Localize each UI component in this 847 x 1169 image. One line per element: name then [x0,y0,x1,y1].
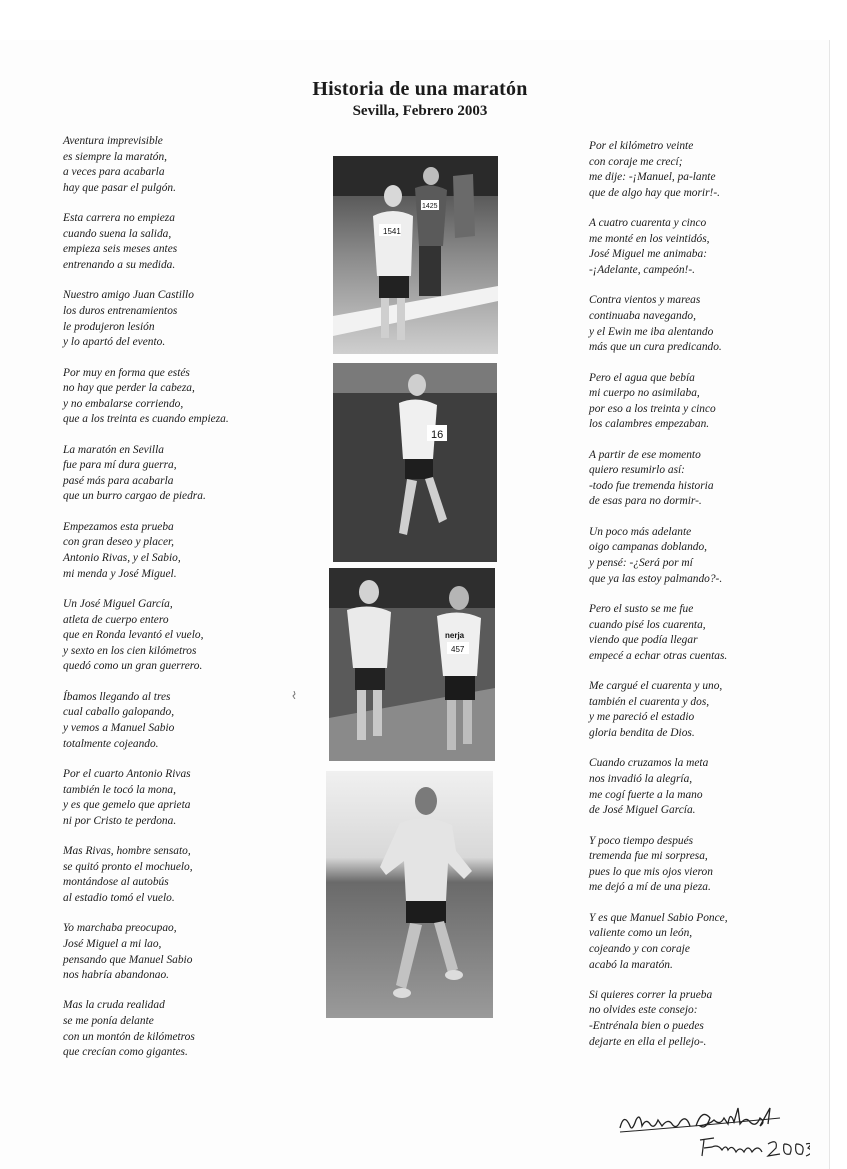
poem-stanza [63,520,313,582]
photo-2-bib: 16 [431,429,444,441]
poem-line: La maratón en Sevilla [63,443,164,456]
poem-line: y no embalarse corriendo, [63,397,184,410]
poem-line: Por el cuarto Antonio Rivas [63,767,191,780]
poem-line: Por muy en forma que estés [63,366,190,379]
poem-stanza [589,448,829,510]
poem-line: y me pareció el estadio [589,711,695,724]
poem-line: y es que gemelo que aprieta [63,799,191,812]
photo-3-shirt-text: nerja [445,631,465,640]
poem-line: y lo apartó del evento. [63,336,166,349]
poem-line: Si quieres correr la prueba [589,988,713,1001]
poem-line: me dije: -¡Manuel, pa-lante [589,171,716,184]
poem-line: quedó como un gran guerrero. [63,660,203,673]
poem-line: me monté en los veintidós, [589,232,710,245]
poem-line: también le tocó la mona, [63,783,176,796]
photo-runner-road-image [326,771,493,1018]
poem-stanza [63,998,313,1060]
poem-line: Cuando cruzamos la meta [589,757,709,770]
poem-line: Íbamos llegando al tres [63,690,171,703]
poem-line: Pero el agua que bebía [589,371,695,384]
handwritten-signature [610,1100,810,1160]
signature-image [610,1100,810,1160]
poem-line: con coraje me crecí; [589,155,683,168]
poem-line: y sexto en los cien kilómetros [63,644,197,657]
poem-line: al estadio tomó el vuelo. [63,891,175,904]
poem-line: que ya las estoy palmando?-. [589,572,723,585]
poem-line: mi cuerpo no asimilaba, [589,387,700,400]
poem-line: viendo que podía llegar [589,634,698,647]
document-subtitle: Sevilla, Febrero 2003 [352,103,488,119]
poem-line: cuando pisé los cuarenta, [589,618,706,631]
poem-stanza [63,288,313,350]
poem-line: nos invadió la alegría, [589,772,693,785]
poem-stanza [589,216,829,278]
poem-stanza [63,443,313,505]
poem-line: Esta carrera no empieza [63,212,175,225]
poem-line: entrenando a su medida. [63,258,176,271]
photo-runners-street [333,156,498,354]
photo-runners-street-image [333,156,498,354]
photo-two-runners-image [329,568,495,761]
poem-stanza [63,844,313,906]
poem-line: se me ponía delante [63,1015,154,1028]
poem-right-column [589,139,829,1065]
poem-line: Pero el susto se me fue [589,603,694,616]
photo-runner-road [326,771,493,1018]
poem-line: Mas la cruda realidad [63,999,165,1012]
poem-stanza [589,371,829,433]
poem-stanza [63,366,313,428]
poem-stanza [589,525,829,587]
poem-line: oigo campanas doblando, [589,541,708,554]
poem-stanza [589,679,829,741]
poem-line: atleta de cuerpo entero [63,613,169,626]
poem-line: mi menda y José Miguel. [63,567,177,580]
poem-line: José Miguel me animaba: [589,248,707,261]
photo-3-bib: 457 [451,645,465,654]
poem-line: más que un cura predicando. [589,341,722,354]
poem-line: empieza seis meses antes [63,243,178,256]
poem-line: de José Miguel García. [589,804,696,817]
poem-line: pensando que Manuel Sabio [63,953,193,966]
poem-stanza [589,834,829,896]
poem-stanza [63,921,313,983]
photo-two-runners [329,568,495,761]
photo-1-bib-2: 1425 [422,203,438,210]
poem-line: Y poco tiempo después [589,834,694,847]
poem-line: totalmente cojeando. [63,737,159,750]
poem-line: Empezamos esta prueba [63,520,174,533]
poem-line: también el cuarenta y dos, [589,695,710,708]
poem-line: pasé más para acabarla [63,474,174,487]
poem-stanza [589,911,829,973]
poem-stanza [589,293,829,355]
poem-line: Nuestro amigo Juan Castillo [63,289,194,302]
poem-line: no olvides este consejo: [589,1004,698,1017]
poem-line: de esas para no dormir-. [589,495,702,508]
poem-line: a veces para acabarla [63,166,165,179]
poem-line: le produjeron lesión [63,320,155,333]
poem-line: nos habría abandonao. [63,969,170,982]
poem-stanza [589,602,829,664]
poem-stanza [589,988,829,1050]
poem-line: Por el kilómetro veinte [589,140,694,152]
poem-stanza [63,690,313,752]
photo-runner-track [333,363,497,562]
poem-line: que a los treinta es cuando empieza. [63,413,229,426]
poem-stanza [63,134,313,196]
poem-line: pues lo que mis ojos vieron [589,865,713,878]
poem-line: tremenda fue mi sorpresa, [589,850,708,863]
poem-line: es siempre la maratón, [63,150,167,163]
poem-line: Contra vientos y mareas [589,294,701,307]
poem-line: -¡Adelante, campeón!-. [589,263,695,276]
poem-line: gloria bendita de Dios. [589,726,695,739]
poem-line: con gran deseo y placer, [63,536,175,549]
poem-line: quiero resumirlo así: [589,464,685,477]
poem-line: José Miguel a mi lao, [63,937,162,950]
poem-line: los calambres empezaban. [589,418,710,431]
poem-line: los duros entrenamientos [63,304,178,317]
poem-stanza [63,767,313,829]
poem-line: se quitó pronto el mochuelo, [63,860,193,873]
poem-line: me dejó a mí de una pieza. [589,881,711,894]
poem-line: cojeando y con coraje [589,942,690,955]
poem-line: dejarte en ella el pellejo-. [589,1035,707,1048]
poem-stanza [63,211,313,273]
poem-line: que crecían como gigantes. [63,1046,188,1059]
poem-line: -todo fue tremenda historia [589,479,714,492]
poem-line: con un montón de kilómetros [63,1030,195,1043]
poem-line: Antonio Rivas, y el Sabio, [63,552,181,565]
poem-line: A cuatro cuarenta y cinco [589,217,707,230]
poem-line: montándose al autobús [63,876,169,889]
document-title: Historia de una maratón [312,78,528,100]
poem-left-column [63,134,313,1076]
photo-1-bib-1: 1541 [383,227,401,236]
poem-line: Me cargué el cuarenta y uno, [589,680,723,693]
poem-stanza [63,597,313,675]
poem-line: ni por Cristo te perdona. [63,814,177,827]
poem-line: cual caballo galopando, [63,706,175,719]
poem-line: Mas Rivas, hombre sensato, [63,845,191,858]
poem-line: no hay que perder la cabeza, [63,382,195,395]
poem-line: que en Ronda levantó el vuelo, [63,629,204,642]
poem-line: A partir de ese momento [589,448,701,461]
poem-line: y el Ewin me iba alentando [589,325,714,338]
poem-line: por eso a los treinta y cinco [589,402,716,415]
poem-line: valiente como un león, [589,927,693,940]
poem-line: continuaba navegando, [589,309,696,322]
poem-line: que de algo hay que morir!-. [589,186,720,199]
poem-line: hay que pasar el pulgón. [63,181,176,194]
poem-line: cuando suena la salida, [63,227,172,240]
poem-line: Aventura imprevisible [63,135,163,147]
poem-stanza [589,139,829,201]
poem-line: Y es que Manuel Sabio Ponce, [589,911,728,924]
speck-mark [292,686,297,694]
poem-line: -Entrénala bien o puedes [589,1020,704,1033]
poem-line: Un poco más adelante [589,525,692,538]
poem-line: y vemos a Manuel Sabio [63,721,175,734]
poem-line: fue para mí dura guerra, [63,459,177,472]
poem-line: que un burro cargao de piedra. [63,490,206,503]
photo-runner-track-image [333,363,497,562]
poem-line: Un José Miguel García, [63,598,173,611]
poem-line: Yo marchaba preocupao, [63,922,177,935]
poem-line: y pensé: -¿Será por mí [589,557,693,570]
poem-line: empecé a echar otras cuentas. [589,649,728,662]
poem-line: me cogí fuerte a la mano [589,788,703,801]
poem-stanza [589,756,829,818]
poem-line: acabó la maratón. [589,958,673,971]
